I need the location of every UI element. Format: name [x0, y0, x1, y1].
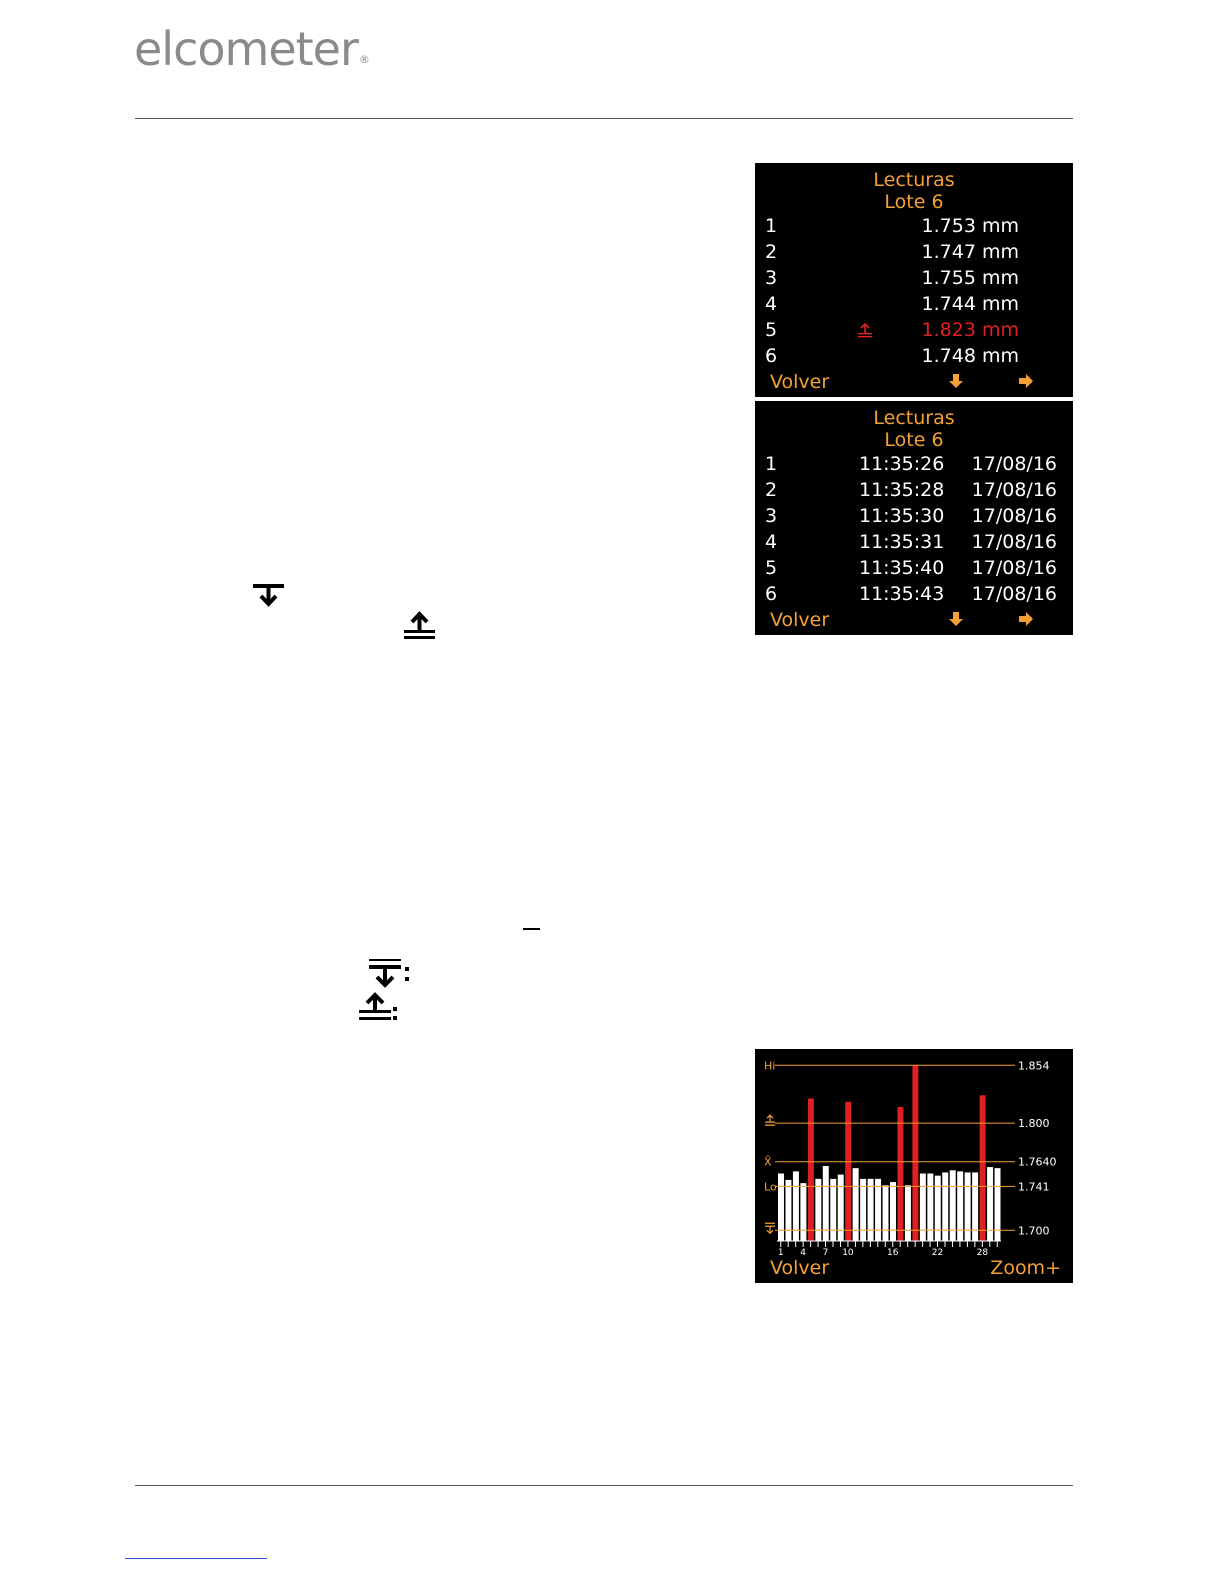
chart-bar — [823, 1166, 829, 1241]
reading-row — [755, 583, 1073, 609]
reading-time: 11:35:40 — [859, 557, 945, 579]
reading-date: 17/08/16 — [971, 557, 1057, 579]
reading-row — [755, 215, 1073, 241]
reading-value: 1.747 mm — [921, 241, 1019, 263]
high-limit-icon — [403, 610, 437, 640]
chart-bar — [845, 1102, 851, 1241]
reading-time: 11:35:31 — [859, 531, 945, 553]
reading-value: 1.823 mm — [921, 319, 1019, 341]
reading-date: 17/08/16 — [971, 583, 1057, 605]
reading-row — [755, 531, 1073, 557]
reference-value-label: 1.800 — [1018, 1117, 1050, 1131]
readings-time-screen — [755, 401, 1073, 635]
chart-bar — [935, 1176, 941, 1241]
reading-index: 1 — [765, 453, 778, 475]
chart-bar — [868, 1179, 874, 1241]
low-limit-icon — [252, 583, 286, 609]
logo-text: elcometer — [134, 22, 358, 76]
x-tick-label: 28 — [976, 1248, 989, 1258]
chart-bar — [897, 1107, 903, 1241]
chart-screen — [755, 1049, 1073, 1283]
chart-bar — [838, 1175, 844, 1241]
chart-bar — [890, 1182, 896, 1241]
footer-rule — [135, 1485, 1073, 1486]
arrow-right-icon[interactable] — [1018, 373, 1034, 389]
screen-title: Lecturas — [873, 407, 955, 429]
reference-line-label: X̄ — [764, 1155, 772, 1169]
reference-value-label: 1.741 — [1018, 1180, 1050, 1194]
back-button[interactable]: Volver — [770, 371, 830, 393]
reading-date: 17/08/16 — [971, 479, 1057, 501]
reading-time: 11:35:26 — [859, 453, 945, 475]
reading-date: 17/08/16 — [971, 453, 1057, 475]
registered-mark: ® — [358, 53, 369, 66]
chart-bar — [808, 1099, 814, 1242]
reading-row — [755, 505, 1073, 531]
reading-time: 11:35:43 — [859, 583, 945, 605]
reading-index: 2 — [765, 241, 778, 263]
reading-row-alarm — [755, 319, 1073, 345]
reading-row — [755, 557, 1073, 583]
arrow-right-icon[interactable] — [1018, 611, 1034, 627]
chart-bar — [800, 1183, 806, 1241]
reading-value: 1.755 mm — [921, 267, 1019, 289]
high-limit-icon — [857, 322, 873, 338]
low-limit-icon — [367, 958, 413, 990]
reading-value: 1.753 mm — [921, 215, 1019, 237]
x-tick-label: 1 — [777, 1248, 784, 1258]
readings-bar-chart — [755, 1049, 1073, 1283]
chart-bar — [927, 1174, 933, 1242]
reading-date: 17/08/16 — [971, 531, 1057, 553]
reference-line-label: Lo — [764, 1180, 777, 1194]
reading-index: 6 — [765, 583, 778, 605]
x-tick-label: 7 — [822, 1248, 829, 1258]
chart-bar — [815, 1179, 821, 1241]
reading-value: 1.744 mm — [921, 293, 1019, 315]
screen-title: Lecturas — [873, 169, 955, 191]
reading-time: 11:35:28 — [859, 479, 945, 501]
low-limit-icon — [765, 1223, 775, 1233]
reading-date: 17/08/16 — [971, 505, 1057, 527]
reading-row — [755, 241, 1073, 267]
chart-bar — [905, 1185, 911, 1241]
reading-index: 3 — [765, 505, 778, 527]
reading-value: 1.748 mm — [921, 345, 1019, 367]
reading-time: 11:35:30 — [859, 505, 945, 527]
chart-bar — [875, 1179, 881, 1241]
high-limit-icon — [765, 1115, 775, 1125]
mean-bar-icon — [523, 927, 541, 933]
screen-subtitle: Lote 6 — [884, 191, 944, 213]
reading-index: 3 — [765, 267, 778, 289]
chart-bar — [860, 1179, 866, 1241]
reference-value-label: 1.7640 — [1018, 1155, 1057, 1169]
reading-row — [755, 453, 1073, 479]
x-tick-label: 16 — [887, 1248, 899, 1258]
reading-index: 6 — [765, 345, 778, 367]
screen-subtitle: Lote 6 — [884, 429, 944, 451]
back-button[interactable]: Volver — [770, 1257, 830, 1279]
elcometer-logo — [134, 22, 369, 76]
reading-row — [755, 267, 1073, 293]
reading-index: 2 — [765, 479, 778, 501]
zoom-in-button[interactable]: Zoom+ — [990, 1257, 1061, 1279]
reading-index: 5 — [765, 319, 778, 341]
reading-index: 5 — [765, 557, 778, 579]
chart-bar — [883, 1185, 889, 1241]
reading-row — [755, 345, 1073, 371]
chart-bar — [912, 1065, 918, 1241]
chart-bar — [920, 1174, 926, 1242]
back-button[interactable]: Volver — [770, 609, 830, 631]
chart-bar — [830, 1179, 836, 1241]
header-rule — [135, 118, 1073, 119]
reading-index: 4 — [765, 293, 778, 315]
readings-screen — [755, 163, 1073, 397]
reading-row — [755, 293, 1073, 319]
reading-index: 4 — [765, 531, 778, 553]
x-tick-label: 22 — [931, 1248, 944, 1258]
chart-bar — [980, 1095, 986, 1241]
arrow-down-icon[interactable] — [948, 373, 964, 389]
chart-bar — [778, 1174, 784, 1242]
footer-link-underline — [125, 1558, 267, 1559]
reading-index: 1 — [765, 215, 778, 237]
high-limit-icon — [357, 990, 403, 1022]
chart-bar — [785, 1180, 791, 1241]
x-tick-label: 4 — [800, 1248, 807, 1258]
reference-value-label: 1.700 — [1018, 1224, 1050, 1238]
reference-line-label: Hi — [764, 1059, 776, 1073]
reading-row — [755, 479, 1073, 505]
x-tick-label: 10 — [842, 1248, 854, 1258]
reference-value-label: 1.854 — [1018, 1059, 1050, 1073]
arrow-down-icon[interactable] — [948, 611, 964, 627]
